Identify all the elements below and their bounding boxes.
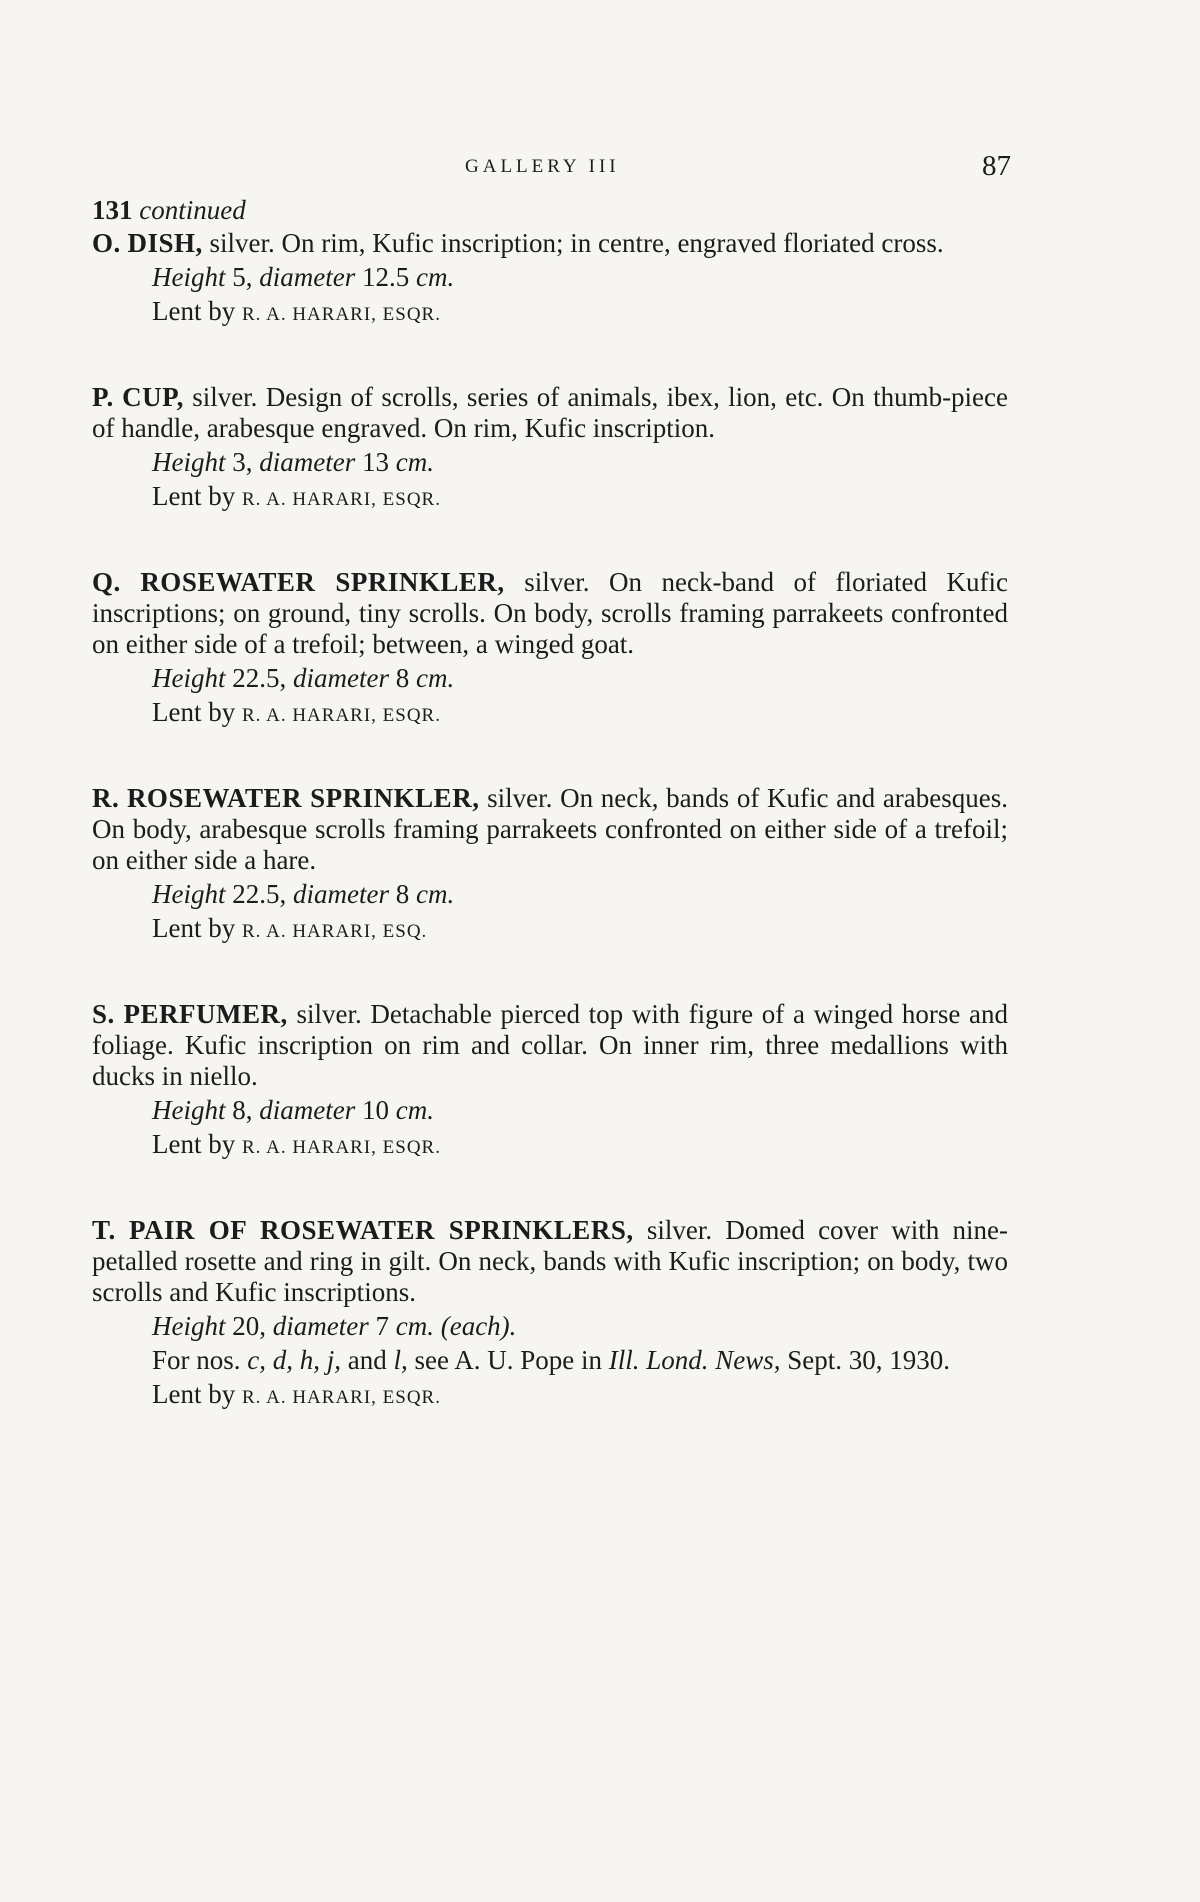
ref-c: c,: [247, 1345, 266, 1375]
dimensions: [152, 262, 1008, 293]
lender-name: R. A. HARARI, ESQR.: [241, 489, 441, 510]
ref-see: see A. U. Pope in: [414, 1345, 602, 1375]
lent-by-label: Lent by: [152, 481, 236, 511]
lender-line: [152, 1379, 1008, 1413]
height-value: 20,: [232, 1311, 266, 1341]
height-label: Height: [152, 1311, 226, 1341]
catalogue-content: [92, 195, 1008, 1413]
ref-date: Sept. 30, 1930.: [787, 1345, 951, 1375]
height-label: Height: [152, 1095, 226, 1125]
lender-line: [152, 697, 1008, 731]
object-name: DISH,: [127, 228, 203, 258]
object-name: PAIR OF ROSEWATER SPRINKLERS,: [129, 1215, 634, 1245]
entry-letter: O.: [92, 228, 121, 258]
lender-name: R. A. HARARI, ESQR.: [241, 1387, 441, 1408]
height-value: 3,: [232, 447, 253, 477]
unit: cm.: [415, 663, 455, 693]
catalogue-entry-r: [92, 783, 1008, 947]
catalogue-entry-s: [92, 999, 1008, 1163]
entry-number: 131: [92, 195, 133, 225]
diameter-label: diameter: [293, 879, 389, 909]
entry-description: [92, 999, 1008, 1092]
unit: cm.: [415, 262, 455, 292]
unit: cm.: [415, 879, 455, 909]
entry-letter: Q.: [92, 567, 121, 597]
running-head: GALLERY III: [465, 156, 620, 177]
diameter-label: diameter: [259, 262, 356, 292]
description-text: silver. Domed cover with nine-petalled rosette and ring in gilt. On neck, bands with Kufic inscription; on body, two scrolls and Kufic inscriptions.: [92, 1215, 1009, 1307]
description-text: silver. Detachable pierced top with figure of a winged horse and foliage. Kufic inscription on rim and collar. On inner rim, three medallions with ducks in niello.: [92, 999, 1009, 1091]
reference-note: [152, 1345, 1008, 1376]
object-name: ROSEWATER SPRINKLER,: [140, 567, 505, 597]
entry-description: [92, 228, 1008, 259]
diameter-value: 10: [361, 1095, 389, 1125]
lender-name: R. A. HARARI, ESQR.: [241, 705, 441, 726]
unit: cm.: [395, 1095, 434, 1125]
dimensions: [152, 447, 1008, 478]
ref-and: and: [347, 1345, 387, 1375]
height-value: 22.5,: [232, 879, 287, 909]
lender-line: [152, 481, 1008, 515]
entry-letter: S.: [92, 999, 115, 1029]
description-text: silver. On neck, bands of Kufic and arabesques. On body, arabesque scrolls framing parrakeets confronted on either side of a trefoil; on either side a hare.: [92, 783, 1009, 875]
diameter-value: 7: [375, 1311, 389, 1341]
height-label: Height: [152, 262, 226, 292]
dimensions: [152, 1095, 1008, 1126]
lent-by-label: Lent by: [152, 1379, 236, 1409]
page-header: [0, 150, 1200, 190]
continued-heading: [92, 195, 1008, 226]
dimensions: [152, 879, 1008, 910]
page-number: 87: [982, 150, 1011, 182]
entry-letter: P.: [92, 382, 114, 412]
lender-name: R. A. HARARI, ESQ.: [241, 921, 428, 942]
lent-by-label: Lent by: [152, 697, 236, 727]
description-text: silver. On neck-band of floriated Kufic inscriptions; on ground, tiny scrolls. On body, scrolls framing parrakeets confronted on either side of a trefoil; between, a winged goat.: [92, 567, 1009, 659]
lender-name: R. A. HARARI, ESQR.: [241, 304, 441, 325]
entry-description: [92, 783, 1008, 876]
diameter-value: 13: [361, 447, 389, 477]
ref-h: h,: [299, 1345, 320, 1375]
height-value: 22.5,: [232, 663, 287, 693]
lender-name: R. A. HARARI, ESQR.: [241, 1137, 441, 1158]
ref-j: j,: [326, 1345, 342, 1375]
entry-description: [92, 567, 1008, 660]
entry-description: [92, 382, 1008, 444]
entry-letter: T.: [92, 1215, 116, 1245]
diameter-value: 8: [395, 879, 410, 909]
height-label: Height: [152, 879, 226, 909]
description-text: silver. Design of scrolls, series of animals, ibex, lion, etc. On thumb-piece of handle, arabesque engraved. On rim, Kufic inscription.: [92, 382, 1009, 443]
dimensions: [152, 663, 1008, 694]
diameter-value: 12.5: [361, 262, 410, 292]
object-name: PERFUMER,: [123, 999, 288, 1029]
catalogue-entry-p: [92, 382, 1008, 515]
unit: cm.: [395, 447, 434, 477]
ref-publication: Ill. Lond. News,: [608, 1345, 781, 1375]
continued-label: continued: [139, 195, 246, 225]
entry-letter: R.: [92, 783, 120, 813]
dimensions: [152, 1311, 1008, 1342]
lender-line: [152, 1129, 1008, 1163]
lent-by-label: Lent by: [152, 296, 236, 326]
object-name: ROSEWATER SPRINKLER,: [126, 783, 480, 813]
diameter-label: diameter: [259, 447, 356, 477]
height-label: Height: [152, 663, 226, 693]
diameter-label: diameter: [259, 1095, 356, 1125]
lent-by-label: Lent by: [152, 913, 236, 943]
lender-line: [152, 296, 1008, 330]
for-nos-label: For nos.: [152, 1345, 241, 1375]
ref-l: l,: [393, 1345, 408, 1375]
catalogue-entry-q: [92, 567, 1008, 731]
entry-description: [92, 1215, 1008, 1308]
each-note: (each).: [440, 1311, 517, 1341]
height-value: 5,: [232, 262, 253, 292]
diameter-value: 8: [395, 663, 410, 693]
lent-by-label: Lent by: [152, 1129, 236, 1159]
unit: cm.: [395, 1311, 434, 1341]
height-label: Height: [152, 447, 226, 477]
lender-line: [152, 913, 1008, 947]
diameter-label: diameter: [293, 663, 389, 693]
object-name: CUP,: [122, 382, 184, 412]
description-text: silver. On rim, Kufic inscription; in centre, engraved floriated cross.: [209, 228, 944, 258]
ref-d: d,: [272, 1345, 293, 1375]
catalogue-entry-o: [92, 228, 1008, 330]
height-value: 8,: [232, 1095, 253, 1125]
catalogue-entry-t: [92, 1215, 1008, 1413]
diameter-label: diameter: [272, 1311, 369, 1341]
